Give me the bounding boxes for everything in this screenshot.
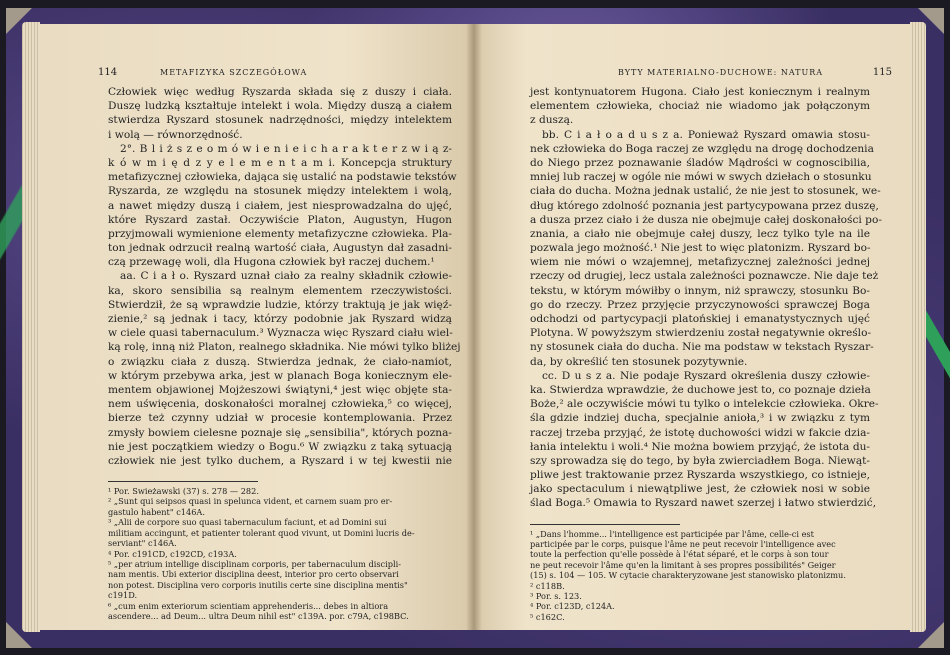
footnote-line: ² „Sunt qui seipsos quasi in spelunca vident, et carnem suam pro er-	[108, 496, 393, 507]
text-line: łania intelektu i woli.⁴ Nie można bowiem przyjąć, że istota du-	[530, 440, 870, 453]
footnote-line: ⁵ c162C.	[530, 611, 565, 622]
footnote-line: (15) s. 104 — 105. W cytacie charakteryzowane jest stanowisko platonizmu.	[530, 570, 846, 581]
text-line: zmysły bowiem cielesne poznaje się „sensibilia", których pozna-	[108, 426, 452, 439]
left-page-header	[98, 64, 452, 80]
text-line: metafizycznej człowieka, dająca się ustalić na podstawie tekstów	[108, 171, 457, 184]
text-line: ny stosunek ciała do ducha. Nie ma podstaw w tekstach Ryszar-	[530, 341, 874, 354]
right-body-text	[530, 85, 882, 511]
text-line: Ryszarda, ze względu na stosunek między intelektem i wolą,	[108, 185, 452, 198]
footnote-line: non potest. Disciplina vero corporis inutilis certe sine disciplina mentis"	[108, 579, 408, 590]
text-line: tekstu, w którym mówiłby o innym, niż sprawczy, stosunku Bo-	[530, 284, 870, 297]
text-line: ślad Boga.⁵ Omawia to Ryszard nawet szerzej i łatwo stwierdzić,	[530, 497, 877, 510]
text-line: bb. C i a ł o a d u s z a. Ponieważ Ryszard omawia stosu-	[542, 128, 870, 141]
text-line: nem uświęcenia, doskonałości moralnej człowieka,⁵ co więcej,	[108, 398, 452, 411]
text-line: nek człowieka do Boga raczej ze względu na drogę dochodzenia	[530, 142, 874, 155]
text-line: wiem nie mówi o wzajemnej, metafizycznej zależności jednej	[530, 256, 870, 269]
text-line: szy sprowadza się do tego, by była zwierciadłem Boga. Niewąt-	[530, 454, 870, 467]
text-line: Człowiek więc według Ryszarda składa się z duszy i ciała.	[108, 86, 452, 98]
footnote-line: ascendere... ad Deum... ultra Deum nihil est" c139A. por. c79A, c198BC.	[108, 610, 409, 621]
text-line: z duszą.	[530, 114, 574, 127]
text-line: w którym przebywa arka, jest w planach Boga koniecznym ele-	[108, 369, 452, 382]
right-page-number: 115	[872, 67, 892, 78]
text-line: do Niego przez poznawanie śladów Mądrości w cognoscibilia,	[530, 156, 870, 169]
right-footnotes	[530, 529, 870, 623]
page-edges-right	[910, 22, 926, 632]
book-gutter	[466, 24, 482, 630]
text-line: które Ryszard zastał. Oczywiście Platon, Augustyn, Hugon	[108, 213, 452, 226]
text-line: o związku ciała z duszą. Stwierdza jednak, że ciało-namiot,	[108, 355, 452, 368]
text-line: aa. C i a ł o. Ryszard uznał ciało za realny składnik człowie-	[120, 270, 452, 283]
footnote-line: ⁴ Por. c123D, c124A.	[530, 601, 615, 612]
text-line: Plotyna. W powyższym stwierdzeniu został negatywnie określo-	[530, 327, 872, 340]
footnote-line: ³ Por. s. 123.	[530, 591, 582, 602]
right-running-head: BYTY MATERIALNO-DUCHOWE: NATURA	[618, 68, 824, 77]
text-line: rzeczy od drugiej, lecz ustala zależności poznawcze. Nie daje też	[530, 270, 879, 283]
text-line: da, by określić ten stosunek pozytywnie.	[530, 355, 748, 368]
text-line: raczej trzeba przyjąć, że istotę duchowości widzi w fakcie dzia-	[530, 426, 870, 439]
text-line: mniej lub raczej w ogóle nie mówi w swych dziełach o stosunku	[530, 171, 872, 184]
footnote-line: gastulo habent" c146A.	[108, 506, 205, 517]
text-line: dług którego zdolność poznania jest partycypowana przez duszę,	[530, 199, 879, 212]
text-line: cc. D u s z a. Nie podaje Ryszard określenia duszy człowie-	[542, 369, 870, 382]
page-edges-left	[22, 22, 40, 632]
footnote-line: ³ „Alii de corpore suo quasi tabernaculum faciunt, et ad Domini sui	[108, 517, 387, 528]
footnote-line: participée par le corps, puisque l'âme ne peut recevoir l'intelligence avec	[530, 539, 836, 550]
text-line: jako spectaculum i niewątpliwe jest, że człowiek nosi w sobie	[530, 483, 870, 496]
text-line: pozwala jego możność.¹ Nie jest to więc platonizm. Ryszard bo-	[530, 242, 871, 255]
text-line: znania, a ciało nie obejmuje całej duszy, lecz tylko tyle na ile	[530, 227, 870, 240]
text-line: ka, skoro sensibilia są realnym elementem rzeczywistości.	[108, 284, 452, 297]
footnote-line: toute la perfection qu'elle possède à l'état séparé, et le corps à son tour	[530, 549, 829, 560]
footnote-line: c191D.	[108, 590, 138, 601]
right-page	[474, 24, 910, 630]
cover-pattern-right	[926, 300, 950, 390]
text-line: i wolą — równorzędność.	[108, 128, 243, 141]
footnote-line: ⁴ Por. c191CD, c192CD, c193A.	[108, 548, 237, 559]
text-line: śla gdzie indziej ducha, specjalnie anioła,³ i w związku z tym	[530, 412, 870, 425]
text-line: ciała do ducha. Można jednak ustalić, że nie jest to stosunek, we-	[530, 185, 881, 198]
text-line: ton jednak odrzucił realną wartość ciała, Augustyn dał zasadni-	[108, 242, 452, 255]
left-page	[40, 24, 474, 630]
text-line: a nawet między duszą i ciałem, jest niesprowadzalna do ujęć,	[108, 199, 452, 212]
right-page-header	[530, 64, 892, 80]
left-footnotes	[108, 486, 452, 621]
footnote-line: nam mentis. Ubi exterior disciplina deest, interior pro certo observari	[108, 569, 399, 580]
text-line: w ciele quasi tabernaculum.³ Wyznacza więc Ryszard ciału wiel-	[108, 327, 453, 340]
text-line: k ó w m i ę d z y e l e m e n t a m i. Koncepcja struktury	[108, 156, 452, 169]
text-line: 2°. B l i ż s z e o m ó w i e n i e i c h a r a k t e r z w i ą z-	[120, 142, 452, 155]
text-line: mentem objawionej Mojżeszowi świątyni,⁴ jest więc objęte sta-	[108, 383, 452, 396]
text-line: go do rzeczy. Przez przyjęcie przyczynowości sprawczej Boga	[530, 298, 870, 311]
left-body-text	[108, 85, 461, 468]
footnote-line: militiam accingunt, et patienter tolerant quod vivunt, ut Domini lucris de-	[108, 527, 415, 538]
footnote-line: ne peut recevoir l'âme qu'en la limitant à ses propres possibilités" Geiger	[530, 559, 836, 570]
text-line: Boże,² ale oczywiście mówi tu tylko o intelekcie człowieka. Okre-	[530, 398, 879, 411]
footnote-line: ⁶ „cum enim exteriorum scientiam apprehenderis... debes in altiora	[108, 600, 389, 611]
text-line: bierze też czynny udział w procesie kontemplowania. Przez	[108, 412, 452, 425]
text-line: ką rolę, inną niż Platon, realnego składnika. Nie mówi tylko bliżej	[108, 341, 461, 354]
footnote-line: ⁵ „per atrium intellige disciplinam corporis, per tabernaculum discipli-	[108, 558, 402, 569]
text-line: nie jest początkiem wiedzy o Bogu.⁶ W związku z taką sytuacją	[108, 440, 452, 453]
text-line: Duszę ludzką kształtuje intelekt i wola. Między duszą a ciałem	[108, 100, 452, 113]
text-line: czą przewagę woli, dla Hugona człowiek był raczej duchem.¹	[108, 256, 435, 269]
text-line: jest kontynuatorem Hugona. Ciało jest koniecznym i realnym	[530, 86, 870, 98]
left-running-head: METAFIZYKA SZCZEGÓŁOWA	[160, 68, 308, 77]
text-line: przyjmowali wymienione elementy metafizyczne człowieka. Pla-	[108, 227, 452, 240]
text-line: człowiek nie jest tylko duchem, a Ryszard i w tej kwestii nie	[108, 454, 452, 467]
text-line: ka. Stwierdza wprawdzie, że duchowe jest to, co poznaje dzieła	[530, 383, 871, 396]
text-line: pliwe jest traktowanie przez Ryszarda wszystkiego, co istnieje,	[530, 469, 870, 482]
text-line: Stwierdził, że są wprawdzie ludzie, którzy traktują je jak więź-	[108, 298, 452, 311]
text-line: a dusza przez ciało i że dusza nie obejmuje całej doskonałości po-	[530, 213, 882, 226]
footnote-rule	[108, 481, 258, 482]
footnote-rule	[530, 524, 680, 525]
left-page-number: 114	[98, 67, 118, 78]
text-line: zienie,² są jednak i tacy, którzy podobnie jak Ryszard widzą	[108, 313, 452, 325]
text-line: stwierdza Ryszard stosunek nadrzędności, między intelektem	[108, 114, 452, 127]
footnote-line: ¹ Por. Swieżawski (37) s. 278 — 282.	[108, 486, 259, 497]
text-line: elementem człowieka, chociaż nie wiadomo jak połączonym	[530, 100, 870, 113]
footnote-line: ¹ „Dans l'homme... l'intelligence est participée par l'âme, celle-ci est	[530, 528, 814, 539]
footnote-line: ² c118B.	[530, 580, 565, 591]
footnote-line: serviant" c146A.	[108, 538, 177, 549]
text-line: odchodzi od partycypacji platońskiej i emanatystycznych ujęć	[530, 313, 870, 325]
